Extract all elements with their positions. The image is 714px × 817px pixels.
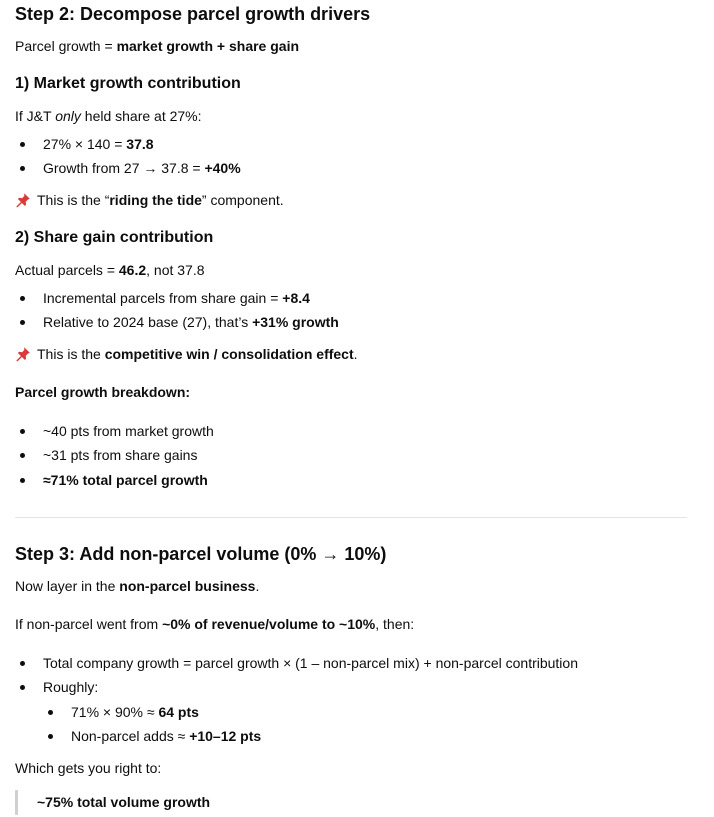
step3-sub-bullet-2-bold: +10–12 pts [189,728,262,744]
step3-condition-text-2: , then: [375,616,415,632]
step3-bullet-1: Total company growth = parcel growth × (1 – non-parcel mix) + non-parcel contribution [43,655,578,671]
bullet-dot [20,142,25,147]
share-bullet-1-text: Incremental parcels from share gain = [43,290,283,306]
market-bullet-2 [43,160,241,176]
share-lead [15,262,205,278]
share-note [15,346,358,362]
market-bullet-2-text: Growth from 27 → 37.8 = [43,160,205,176]
breakdown-heading: Parcel growth breakdown: [15,384,191,400]
step3-sub-bullet-1-text: 71% × 90% ≈ [71,704,159,720]
market-bullet-2-bold: +40% [204,160,241,176]
bullet-dot [20,429,25,434]
breakdown-bullet-1: ~40 pts from market growth [43,423,214,439]
step3-lead-text-2: . [255,578,260,594]
share-bullet-1-bold: +8.4 [282,290,310,306]
market-note [15,192,284,208]
pushpin-icon [15,346,31,362]
share-note-bold: competitive win / consolidation effect [104,346,354,362]
market-lead-italic: only [55,108,81,124]
share-bullet-2 [43,314,339,330]
step3-condition-text: If non-parcel went from [15,616,163,632]
market-heading: 1) Market growth contribution [15,75,241,92]
bullet-dot [20,296,25,301]
market-lead [15,108,202,124]
market-bullet-1-text: 27% × 140 = [43,136,127,152]
step3-condition-bold: ~0% of revenue/volume to ~10% [162,616,376,632]
conclusion-quote: ~75% total volume growth [37,794,211,810]
step3-sub-bullet-2-text: Non-parcel adds ≈ [71,728,190,744]
share-lead-bold: 46.2 [118,262,147,278]
step2-intro [15,38,299,54]
step3-lead-bold: non-parcel business [119,578,256,594]
breakdown-bullet-2: ~31 pts from share gains [43,447,198,463]
step3-lead-text: Now layer in the [15,578,120,594]
step2-intro-bold: market growth + share gain [116,38,300,54]
market-lead-text-2: held share at 27%: [80,108,202,124]
step3-bullet-2: Roughly: [43,679,99,695]
bullet-dot [48,710,53,715]
step2-intro-text: Parcel growth = [15,38,117,54]
bullet-dot [20,661,25,666]
breakdown-bullet-3: ≈71% total parcel growth [43,472,208,488]
bullet-dot [20,478,25,483]
share-lead-text: Actual parcels = [15,262,119,278]
bullet-dot [48,734,53,739]
step3-lead [15,578,259,594]
market-note-text: This is the “ [37,192,110,208]
share-lead-text-2: , not 37.8 [146,262,205,278]
step2-title: Step 2: Decompose parcel growth drivers [15,4,371,24]
market-bullet-1-bold: 37.8 [126,136,154,152]
bullet-dot [20,166,25,171]
share-note-text-2: . [353,346,358,362]
step3-condition [15,616,414,632]
bullet-dot [20,453,25,458]
share-bullet-2-text: Relative to 2024 base (27), that’s [43,314,253,330]
market-lead-text: If J&T [15,108,56,124]
market-note-bold: riding the tide [109,192,202,208]
step3-sub-bullet-2 [71,728,261,744]
bullet-dot [20,320,25,325]
step3-sub-bullet-1 [71,704,199,720]
share-note-text: This is the [37,346,105,362]
market-note-text-2: ” component. [201,192,284,208]
section-divider [15,517,687,518]
conclusion-lead: Which gets you right to: [15,760,162,776]
share-bullet-2-bold: +31% growth [252,314,339,330]
blockquote-bar [15,790,18,815]
market-bullet-1 [43,136,154,152]
share-bullet-1 [43,290,310,306]
pushpin-icon [15,192,31,208]
step3-sub-bullet-1-bold: 64 pts [158,704,199,720]
step3-title: Step 3: Add non-parcel volume (0% → 10%) [15,544,387,564]
share-heading: 2) Share gain contribution [15,229,214,246]
bullet-dot [20,685,25,690]
